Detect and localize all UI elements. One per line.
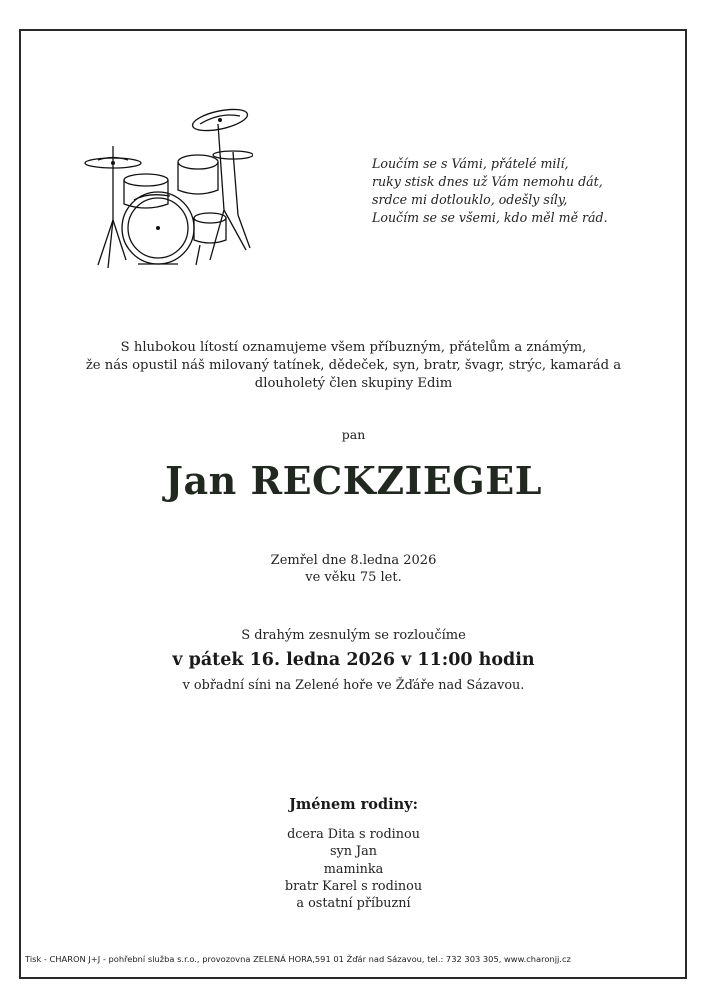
drum-kit-icon [78,100,253,275]
poem [372,155,672,227]
family-member: a ostatní příbuzní [296,896,411,912]
farewell-intro: S drahým zesnulým se rozloučíme [241,628,466,643]
announcement-line: že nás opustil náš milovaný tatínek, dědeček, syn, bratr, švagr, strýc, kamarád a [85,358,622,373]
funeral-place: v obřadní síni na Zelené hoře ve Žďáře nad Sázavou. [182,678,525,693]
family-member: maminka [323,861,384,877]
family-member: dcera Dita s rodinou [287,827,420,842]
family-list [0,826,707,912]
funeral-date-time: v pátek 16. ledna 2026 v 11:00 hodin [172,650,535,670]
announcement-line: S hlubokou lítostí oznamujeme všem příbuzným, přátelům a známým, [120,340,587,355]
death-date: Zemřel dne 8.ledna 2026 [270,553,437,568]
age: ve věku 75 let. [305,570,402,585]
poem-line: Loučím se s Vámi, přátelé milí, [372,156,569,171]
salutation: pan [341,427,366,442]
poem-line: ruky stisk dnes už Vám nemohu dát, [372,174,603,189]
family-heading: Jménem rodiny: [289,796,418,813]
family-member: bratr Karel s rodinou [284,878,423,894]
poem-line: Loučím se se všemi, kdo měl mě rád. [372,210,608,225]
announcement-text [0,339,707,393]
poem-line: srdce mi dotlouklo, odešly síly, [372,192,568,207]
footer-print-info: Tisk - CHARON J+J - pohřební služba s.r.o., provozovna ZELENÁ HORA,591 01 Žďár nad Sázavou, tel.: 732 303 305, www.charonjj.cz [25,954,571,964]
death-info [0,552,707,586]
deceased-name: Jan RECKZIEGEL [165,458,542,503]
announcement-line: dlouholetý člen skupiny Edim [254,376,453,391]
family-member: syn Jan [329,844,378,860]
